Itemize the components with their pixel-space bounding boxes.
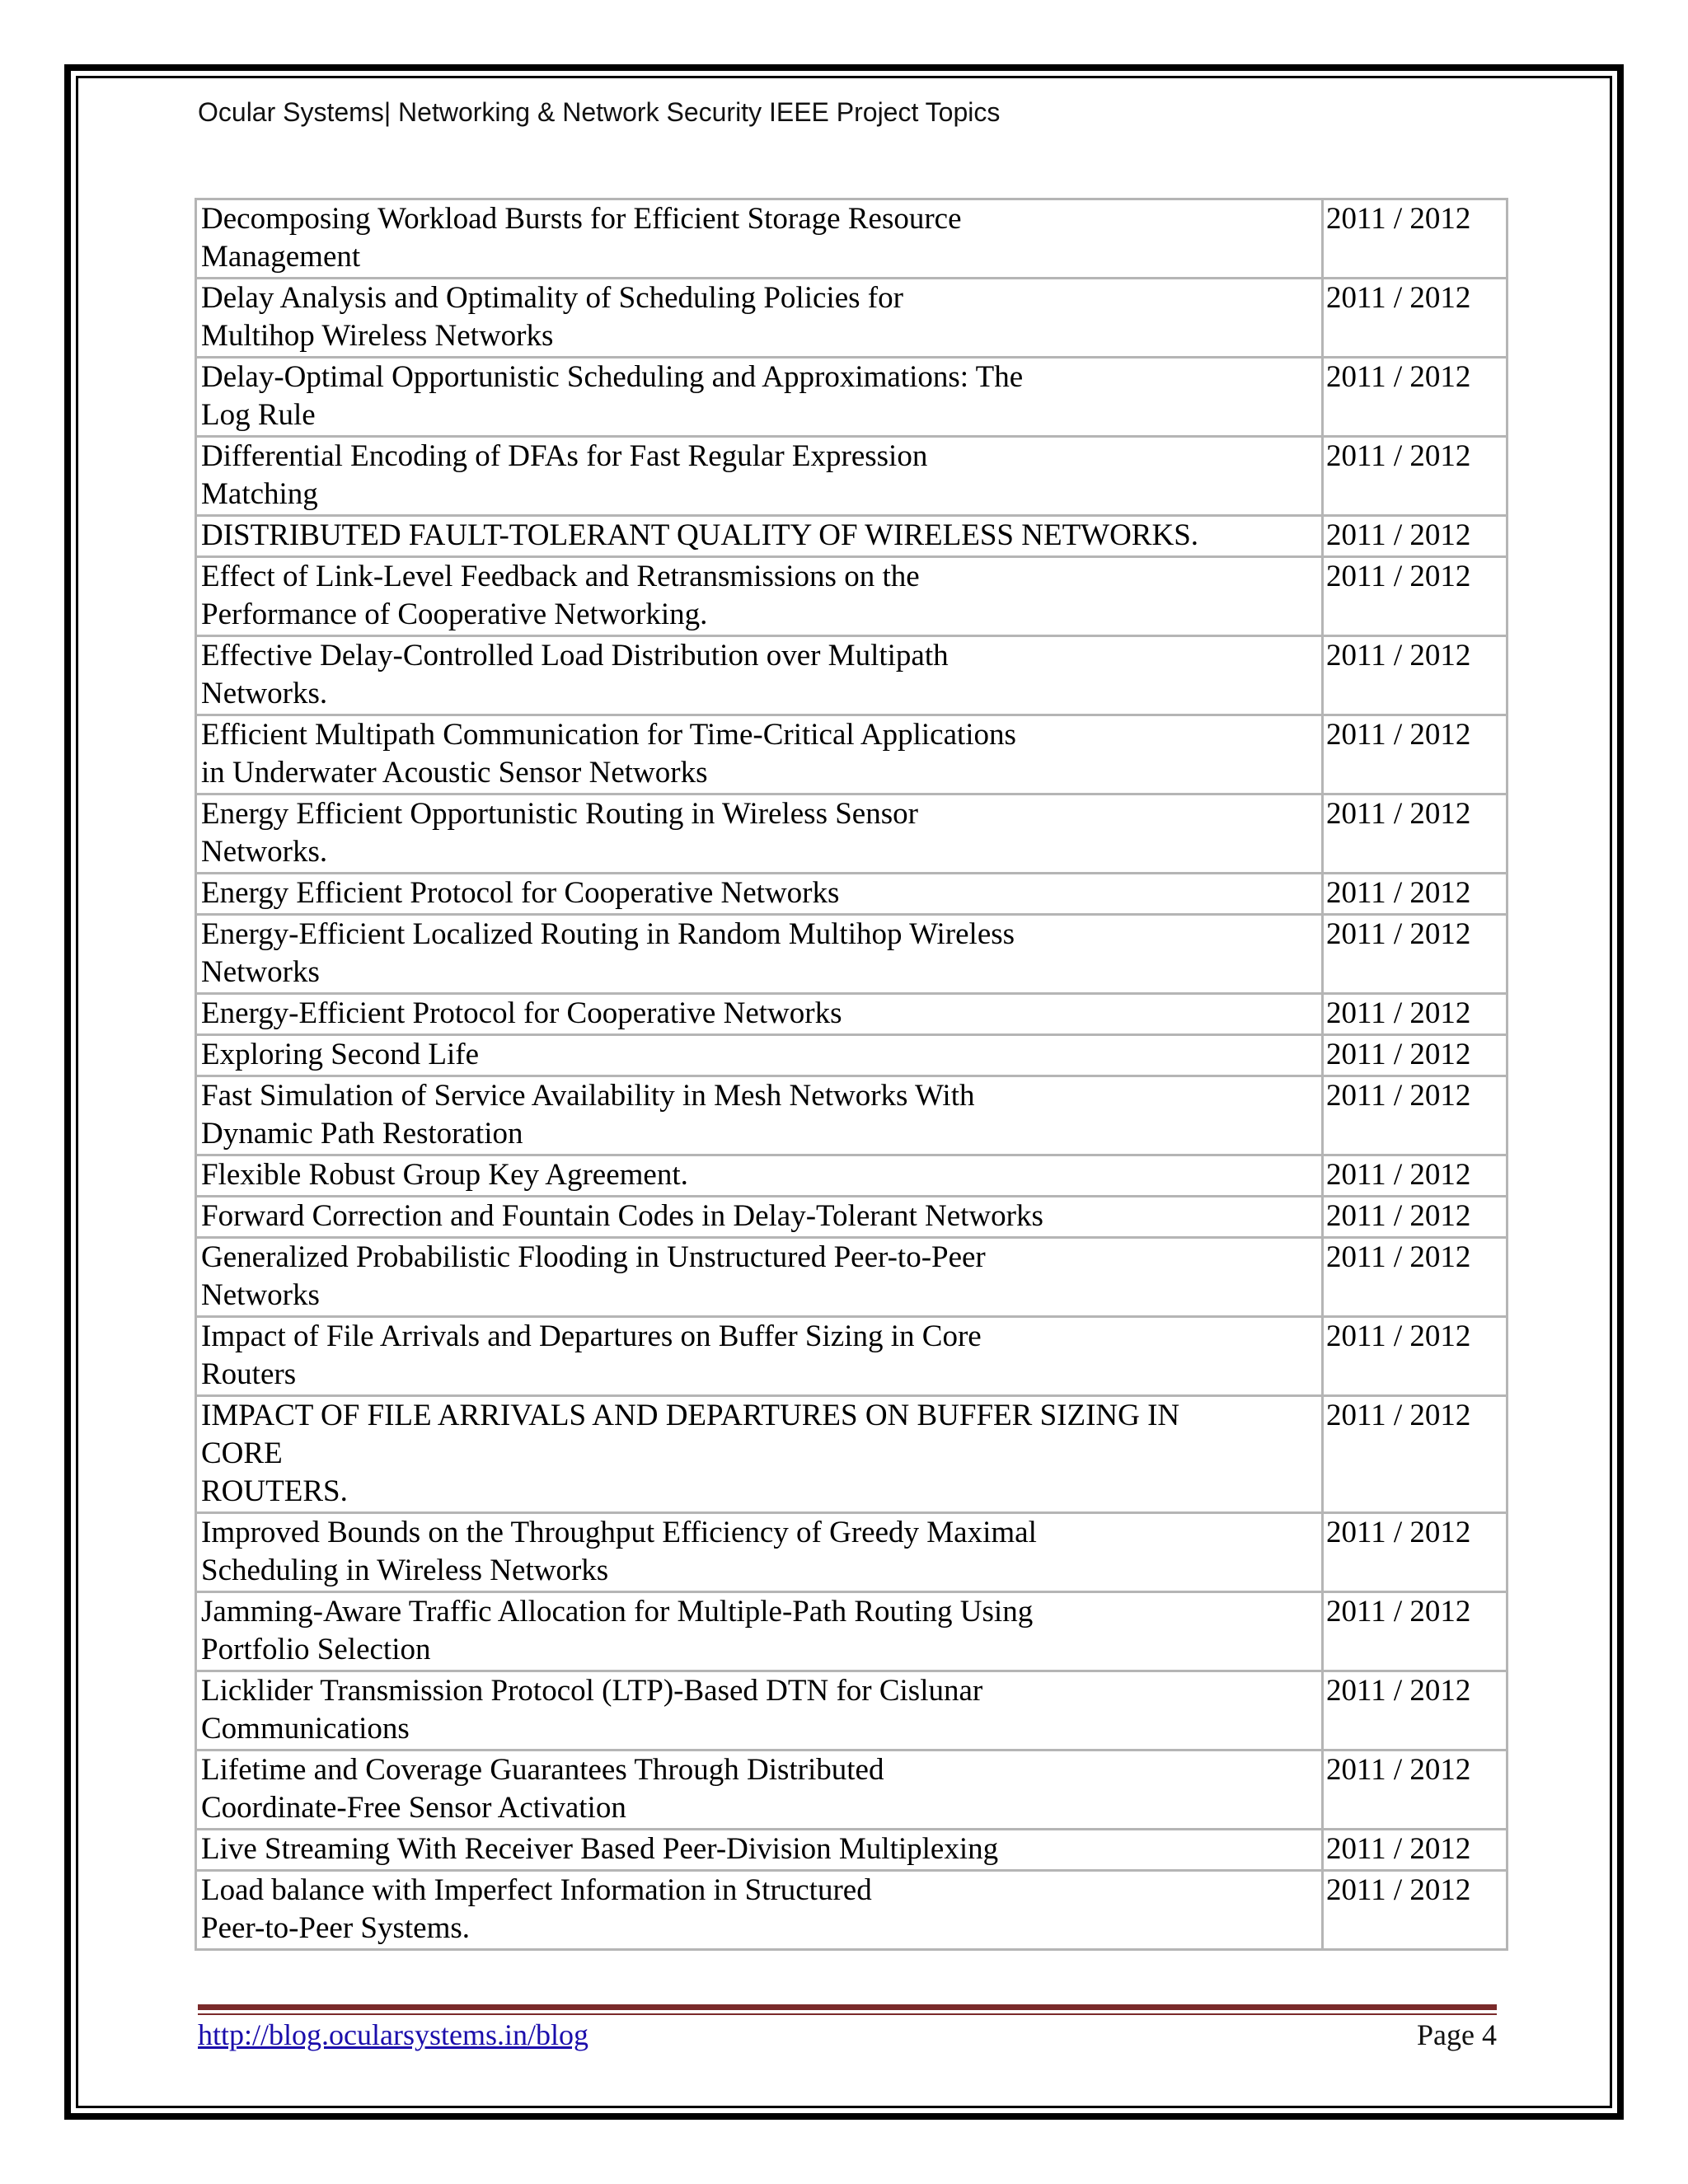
table-row [196,279,1507,358]
table-row [196,1155,1507,1197]
topic-title-cell: Jamming-Aware Traffic Allocation for Multiple-Path Routing Using Portfolio Selection [196,1592,1323,1671]
topic-year-cell: 2011 / 2012 [1323,994,1507,1035]
topic-title-cell: Exploring Second Life [196,1035,1323,1076]
topic-title-cell: Energy Efficient Protocol for Cooperative Networks [196,874,1323,915]
topic-year-cell: 2011 / 2012 [1323,358,1507,437]
topic-year-cell: 2011 / 2012 [1323,1830,1507,1871]
topic-title-cell: Flexible Robust Group Key Agreement. [196,1155,1323,1197]
table-row [196,874,1507,915]
table-row [196,1076,1507,1155]
topic-title-cell: Generalized Probabilistic Flooding in Unstructured Peer-to-Peer Networks [196,1238,1323,1317]
table-row [196,1396,1507,1513]
topic-year-cell: 2011 / 2012 [1323,636,1507,715]
table-row [196,199,1507,279]
topic-title-cell: Delay Analysis and Optimality of Scheduling Policies for Multihop Wireless Networks [196,279,1323,358]
table-row [196,1317,1507,1396]
topic-year-cell: 2011 / 2012 [1323,1317,1507,1396]
topic-year-cell: 2011 / 2012 [1323,1750,1507,1830]
table-row [196,794,1507,874]
table-row [196,1197,1507,1238]
topic-year-cell: 2011 / 2012 [1323,1238,1507,1317]
table-row [196,1592,1507,1671]
topic-year-cell: 2011 / 2012 [1323,1592,1507,1671]
topic-title-cell: Differential Encoding of DFAs for Fast Regular Expression Matching [196,437,1323,516]
topic-title-cell: Fast Simulation of Service Availability in Mesh Networks With Dynamic Path Restoration [196,1076,1323,1155]
topic-title-cell: Load balance with Imperfect Information in Structured Peer-to-Peer Systems. [196,1871,1323,1950]
topic-title-cell: Forward Correction and Fountain Codes in Delay-Tolerant Networks [196,1197,1323,1238]
topic-year-cell: 2011 / 2012 [1323,715,1507,794]
page-number: Page 4 [1417,2018,1497,2051]
topic-year-cell: 2011 / 2012 [1323,1671,1507,1750]
topic-year-cell: 2011 / 2012 [1323,437,1507,516]
topic-year-cell: 2011 / 2012 [1323,915,1507,994]
topic-title-cell: Lifetime and Coverage Guarantees Through Distributed Coordinate-Free Sensor Activation [196,1750,1323,1830]
topic-title-cell: DISTRIBUTED FAULT-TOLERANT QUALITY OF WIRELESS NETWORKS. [196,516,1323,557]
table-row [196,1830,1507,1871]
topic-year-cell: 2011 / 2012 [1323,1513,1507,1592]
topic-year-cell: 2011 / 2012 [1323,794,1507,874]
topic-title-cell: Effective Delay-Controlled Load Distribution over Multipath Networks. [196,636,1323,715]
topic-title-cell: Energy Efficient Opportunistic Routing in Wireless Sensor Networks. [196,794,1323,874]
table-row [196,1671,1507,1750]
topic-year-cell: 2011 / 2012 [1323,874,1507,915]
topic-title-cell: IMPACT OF FILE ARRIVALS AND DEPARTURES ON BUFFER SIZING IN CORE ROUTERS. [196,1396,1323,1513]
table-row [196,636,1507,715]
topic-title-cell: Decomposing Workload Bursts for Efficient Storage Resource Management [196,199,1323,279]
table-row [196,1035,1507,1076]
topic-title-cell: Live Streaming With Receiver Based Peer-Division Multiplexing [196,1830,1323,1871]
topic-year-cell: 2011 / 2012 [1323,199,1507,279]
table-row [196,994,1507,1035]
topic-title-cell: Licklider Transmission Protocol (LTP)-Based DTN for Cislunar Communications [196,1671,1323,1750]
topic-year-cell: 2011 / 2012 [1323,279,1507,358]
topic-title-cell: Improved Bounds on the Throughput Efficiency of Greedy Maximal Scheduling in Wireless Networks [196,1513,1323,1592]
topic-title-cell: Energy-Efficient Protocol for Cooperative Networks [196,994,1323,1035]
topic-year-cell: 2011 / 2012 [1323,1076,1507,1155]
topic-year-cell: 2011 / 2012 [1323,1155,1507,1197]
topic-title-cell: Impact of File Arrivals and Departures on Buffer Sizing in Core Routers [196,1317,1323,1396]
table-row [196,1513,1507,1592]
footer-rule [198,2004,1497,2010]
table-row [196,1871,1507,1950]
footer-blog-link[interactable]: http://blog.ocularsystems.in/blog [198,2018,588,2051]
topic-title-cell: Delay-Optimal Opportunistic Scheduling and Approximations: The Log Rule [196,358,1323,437]
table-row [196,715,1507,794]
topic-year-cell: 2011 / 2012 [1323,1396,1507,1513]
table-row [196,557,1507,636]
table-row [196,1750,1507,1830]
topic-title-cell: Effect of Link-Level Feedback and Retransmissions on the Performance of Cooperative Networking. [196,557,1323,636]
topics-table-body [196,199,1507,1950]
footer-rule-thin [198,2013,1497,2015]
table-row [196,358,1507,437]
topic-year-cell: 2011 / 2012 [1323,516,1507,557]
table-row [196,1238,1507,1317]
topic-year-cell: 2011 / 2012 [1323,557,1507,636]
topic-year-cell: 2011 / 2012 [1323,1871,1507,1950]
table-row [196,915,1507,994]
topic-year-cell: 2011 / 2012 [1323,1035,1507,1076]
project-topics-table [195,198,1508,1951]
table-row [196,516,1507,557]
topic-title-cell: Energy-Efficient Localized Routing in Random Multihop Wireless Networks [196,915,1323,994]
table-row [196,437,1507,516]
topic-year-cell: 2011 / 2012 [1323,1197,1507,1238]
page-header: Ocular Systems| Networking & Network Security IEEE Project Topics [198,97,1001,127]
topic-title-cell: Efficient Multipath Communication for Time-Critical Applications in Underwater Acoustic Sensor Networks [196,715,1323,794]
